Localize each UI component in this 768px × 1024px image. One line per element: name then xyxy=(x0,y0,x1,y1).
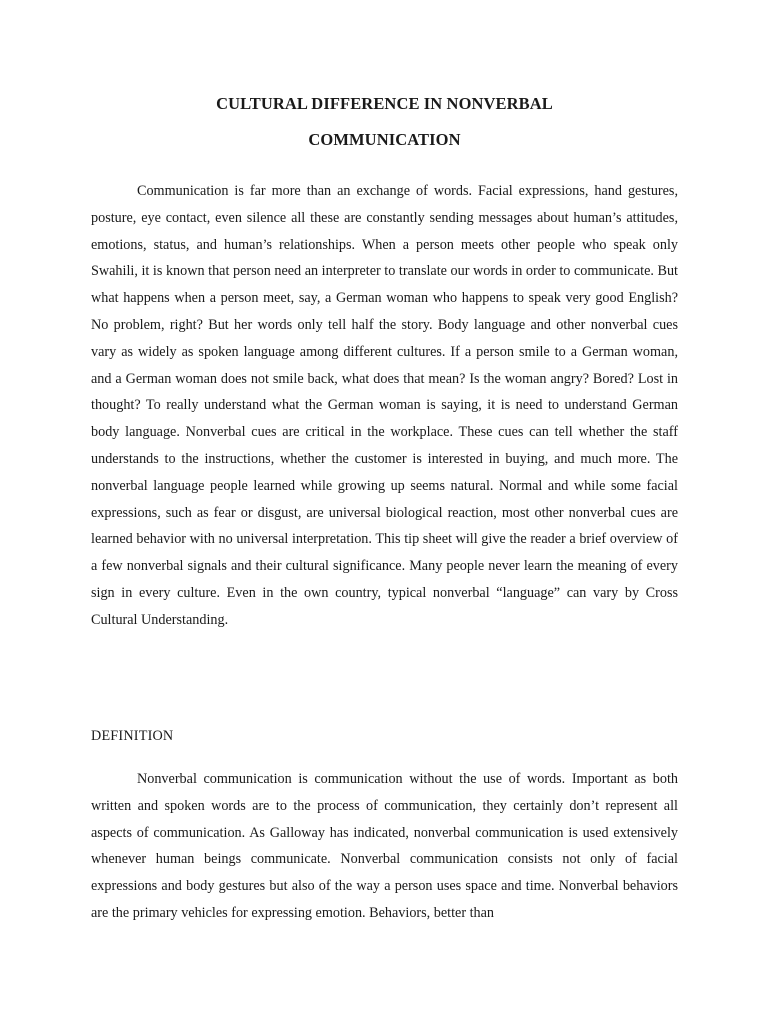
title-line-2: COMMUNICATION xyxy=(308,130,461,149)
document-title xyxy=(91,86,678,158)
definition-paragraph: Nonverbal communication is communication without the use of words. Important as both written and spoken words are to the process of communication, they certainly don’t represent all aspects of communication. As Galloway has indicated, nonverbal communication is used extensively whenever human beings communicate. Nonverbal communication consists not only of facial expressions and body gestures but also of the way a person uses space and time. Nonverbal behaviors are the primary vehicles for expressing emotion. Behaviors, better than xyxy=(91,771,678,921)
intro-paragraph: Communication is far more than an exchange of words. Facial expressions, hand gestures, posture, eye contact, even silence all these are constantly sending messages about human’s attitudes, emotions, status, and human’s relationships. When a person meets other people who speak only Swahili, it is known that person need an interpreter to translate our words in order to communicate. But what happens when a person meet, say, a German woman who happens to speak very good English? No problem, right? But her words only tell half the story. Body language and other nonverbal cues vary as widely as spoken language among different cultures. If a person smile to a German woman, and a German woman does not smile back, what does that mean? Is the woman angry? Bored? Lost in thought? To really understand what the German woman is saying, it is need to understand German body language. Nonverbal cues are critical in the workplace. These cues can tell whether the staff understands to the instructions, whether the customer is interested in buying, and much more. The nonverbal language people learned while growing up seems natural. Normal and while some facial expressions, such as fear or disgust, are universal biological reaction, most other nonverbal cues are learned behavior with no universal interpretation. This tip sheet will give the reader a brief overview of a few nonverbal signals and their cultural significance. Many people never learn the meaning of every sign in every culture. Even in the own country, typical nonverbal “language” can vary by Cross Cultural Understanding. xyxy=(91,183,678,628)
title-line-1: CULTURAL DIFFERENCE IN NONVERBAL xyxy=(216,94,553,113)
section-heading-definition: DEFINITION xyxy=(91,728,174,744)
document-page xyxy=(91,0,678,1024)
